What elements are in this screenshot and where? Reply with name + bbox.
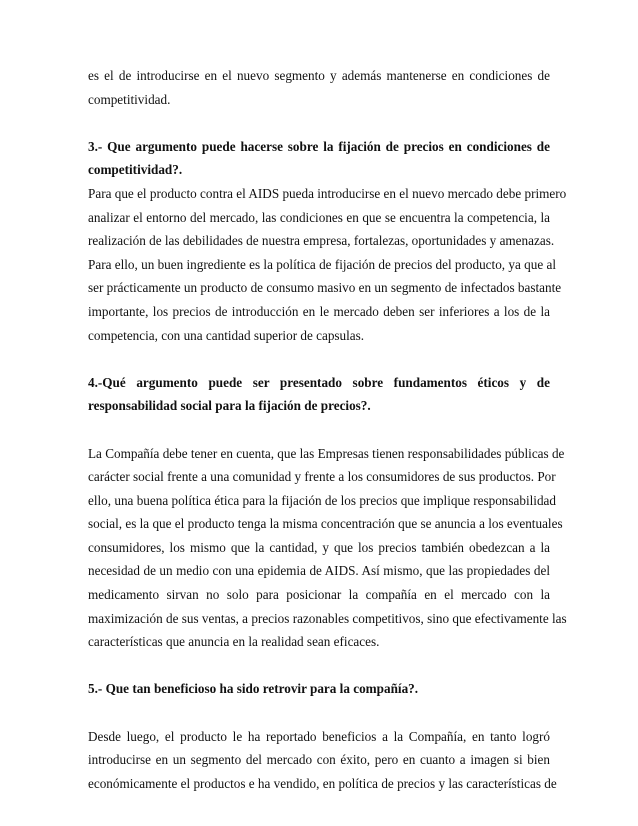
text-line: introducirse en un segmento del mercado con éxito, pero en cuanto a imagen si bien bbox=[88, 752, 550, 768]
heading-line: 3.- Que argumento puede hacerse sobre la fijación de precios en condiciones de bbox=[88, 138, 550, 154]
heading-line: 5.- Que tan beneficioso ha sido retrovir para la compañía?. bbox=[88, 681, 419, 697]
text-line: necesidad de un medio con una epidemia de AIDS. Así mismo, que las propiedades del bbox=[88, 563, 550, 579]
text-line: Para que el producto contra el AIDS pueda introducirse en el nuevo mercado debe primero bbox=[88, 185, 567, 201]
intro-paragraph bbox=[88, 64, 550, 111]
paragraph-gap bbox=[88, 111, 550, 135]
text-line: características que anuncia en la realidad sean eficaces. bbox=[88, 634, 380, 650]
heading-line: responsabilidad social para la fijación de precios?. bbox=[88, 398, 371, 414]
text-line: económicamente el productos e ha vendido, en política de precios y las características de bbox=[88, 775, 557, 791]
heading-line: 4.-Qué argumento puede ser presentado sobre fundamentos éticos y de bbox=[88, 374, 550, 390]
paragraph-gap bbox=[88, 418, 550, 442]
section-4-body bbox=[88, 442, 567, 654]
heading-line: competitividad?. bbox=[88, 162, 183, 178]
section-5-heading bbox=[88, 677, 550, 701]
section-3-heading bbox=[88, 135, 550, 182]
text-line: importante, los precios de introducción en le mercado deben ser inferiores a los de la bbox=[88, 303, 550, 319]
text-line: Desde luego, el producto le ha reportado beneficios a la Compañía, en tanto logró bbox=[88, 728, 550, 744]
text-line: ello, una buena política ética para la fijación de los precios que implique responsabilidad bbox=[88, 492, 556, 508]
text-line: maximización de sus ventas, a precios razonables competitivos, sino que efectivamente las bbox=[88, 610, 567, 626]
text-line: analizar el entorno del mercado, las condiciones en que se encuentra la competencia, la bbox=[88, 209, 550, 225]
text-line: medicamento sirvan no solo para posicionar la compañía en el mercado con la bbox=[88, 587, 550, 603]
text-line: competencia, con una cantidad superior de capsulas. bbox=[88, 327, 365, 343]
text-line: es el de introducirse en el nuevo segmento y además mantenerse en condiciones de bbox=[88, 68, 550, 83]
text-line: social, es la que el producto tenga la misma concentración que se anuncia a los eventuales bbox=[88, 516, 563, 532]
section-4-heading bbox=[88, 371, 550, 418]
text-line: carácter social frente a una comunidad y frente a los consumidores de sus productos. Por bbox=[88, 469, 556, 485]
text-line: consumidores, los mismo que la cantidad, y que los precios también obedezcan a la bbox=[88, 539, 550, 555]
paragraph-gap bbox=[88, 347, 550, 371]
section-4 bbox=[88, 371, 567, 654]
paragraph-gap bbox=[88, 654, 550, 678]
text-line: competitividad. bbox=[88, 91, 171, 107]
paragraph-gap bbox=[88, 701, 550, 725]
document-page bbox=[88, 64, 567, 795]
text-line: ser prácticamente un producto de consumo masivo en un segmento de infectados bastante bbox=[88, 280, 562, 296]
section-3-body bbox=[88, 182, 567, 347]
text-line: La Compañía debe tener en cuenta, que las Empresas tienen responsabilidades públicas de bbox=[88, 445, 565, 461]
text-line: realización de las debilidades de nuestra empresa, fortalezas, oportunidades y amenazas. bbox=[88, 233, 555, 249]
section-3 bbox=[88, 135, 567, 347]
section-5 bbox=[88, 677, 557, 795]
section-5-body bbox=[88, 725, 557, 796]
text-line: Para ello, un buen ingrediente es la política de fijación de precios del producto, ya que al bbox=[88, 256, 556, 272]
